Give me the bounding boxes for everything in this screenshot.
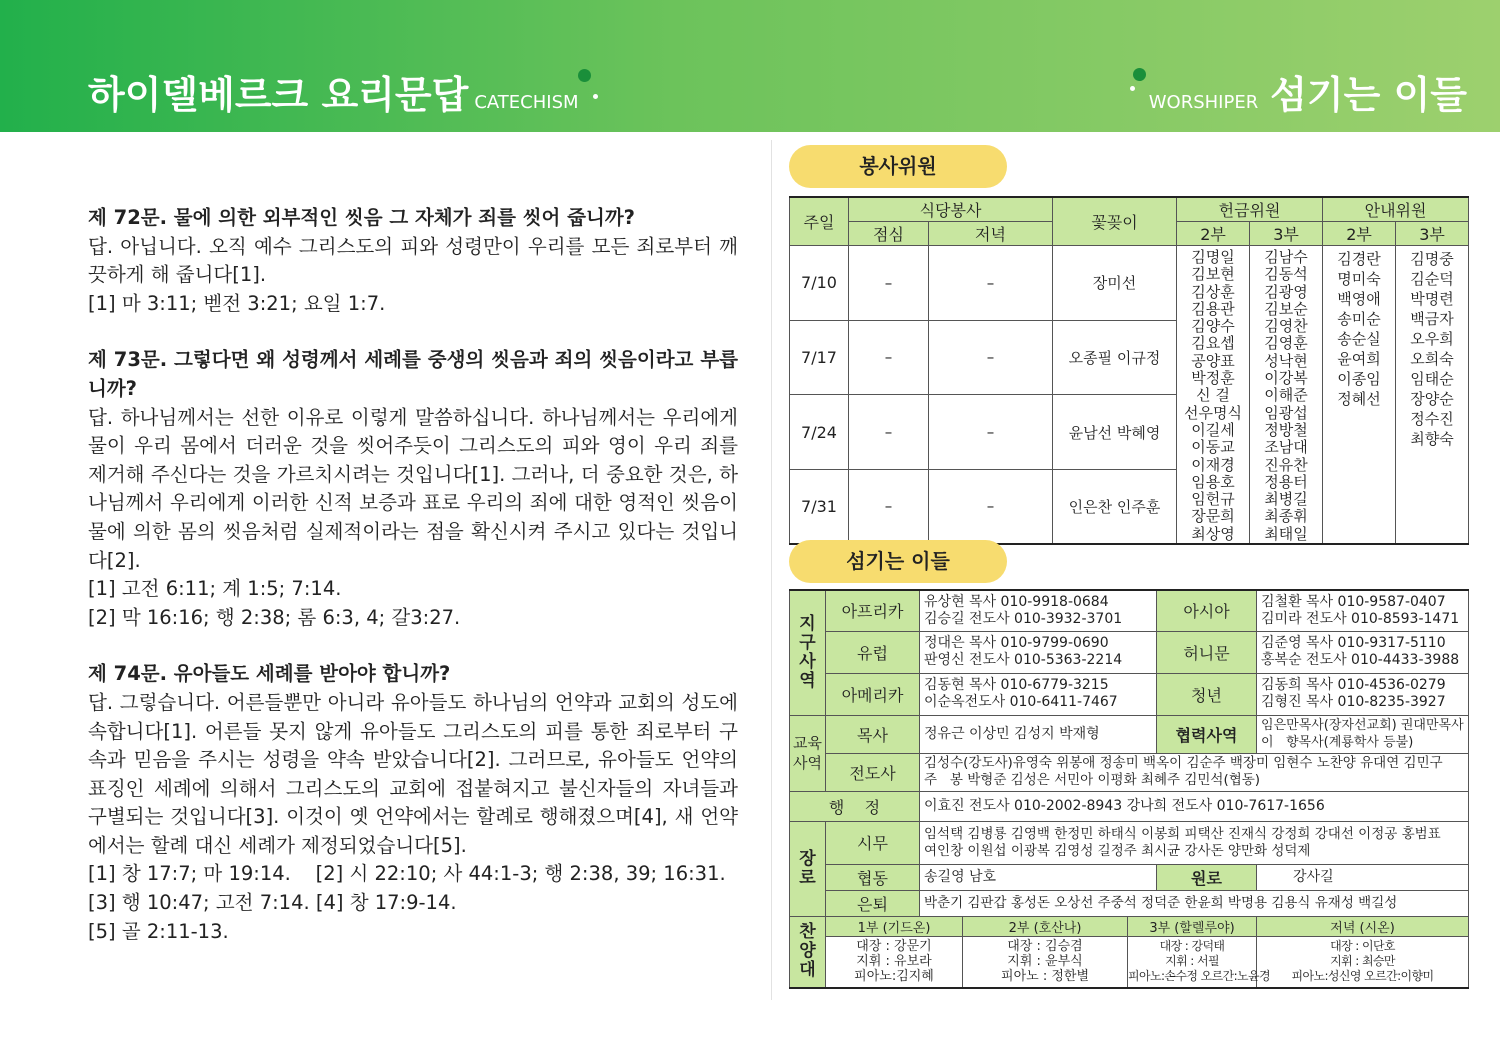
date-cell: 7/10 (790, 246, 849, 321)
header-banner (0, 0, 1500, 132)
evangelist-names: 김성수(강도사)유영숙 위봉애 정송미 백옥이 김순주 백장미 임현수 노찬양 유대연 김민구 주 봉 박형준 김성은 서민아 이평화 최혜주 김민석(협동) (920, 753, 1469, 791)
worshiper-title: 섬기는 이들 (1270, 73, 1467, 117)
reference-text: [3] 행 10:47; 고전 7:14. [4] 창 17:9-14. (88, 891, 457, 915)
header-meal: 식당봉사 (849, 197, 1053, 222)
worshiper-subtitle: WORSHIPER (1148, 92, 1259, 113)
admin-names: 이효진 전도사 010-2002-8943 강나희 전도사 010-7617-1656 (920, 791, 1469, 821)
decor-dot-icon (1130, 86, 1135, 91)
elder-emeritus-label: 원로 (1157, 864, 1257, 890)
choir-name: 저녁 (시온) (1257, 916, 1469, 936)
question-block (88, 346, 738, 632)
dinner-cell: – (929, 320, 1053, 395)
answer-text: 답. 하나님께서는 선한 이유로 이렇게 말씀하십니다. 하나님께서는 우리에게 물이 우리 몸에서 더러운 것을 씻어주듯이 그리스도의 피와 영이 우리 죄를 제거해 주신다는 것을 가르치시려는 것입니다[1]. 그러나, 더 중요한 것은, 하나님께서 우리에게 이러한 신적 보증과 표로 우리의 죄에 대한 영적인 씻음이 물에 의한 몸의 씻음처럼 실제적이라는 점을 확신시켜 주시고 있다는 것입니다[2]. (88, 405, 738, 572)
choir-members: 대장 : 강문기 지휘 : 유보라 피아노:김지혜 (826, 936, 963, 988)
edu-label: 교육사역 (790, 715, 826, 791)
region-name: 허니문 (1157, 631, 1257, 673)
header-dinner: 저녁 (929, 222, 1053, 246)
header-offering-2: 2부 (1177, 222, 1250, 246)
region-contacts: 김철환 목사 010-9587-0407 김미라 전도사 010-8593-1471 (1257, 590, 1469, 631)
catechism-title: 하이델베르크 요리문답 (88, 73, 469, 117)
dinner-cell: – (929, 246, 1053, 321)
header-usher: 안내위원 (1323, 197, 1469, 222)
usher-3-names: 김명중 김순덕 박명련 백금자 오우희 오희숙 임태순 장양순 정수진 최향숙 (1396, 246, 1469, 545)
decor-dot-icon (1133, 68, 1146, 81)
choir-members: 대장 : 강덕태 지휘 : 서필 피아노:손수정 오르간:노윤경 (1128, 936, 1257, 988)
header-sunday: 주일 (790, 197, 849, 246)
region-contacts: 김동현 목사 010-6779-3215 이순옥전도사 010-6411-7467 (920, 673, 1157, 715)
dinner-cell: – (929, 395, 1053, 470)
header-usher-2: 2부 (1323, 222, 1396, 246)
answer-text: 답. 그렇습니다. 어른들뿐만 아니라 유아들도 하나님의 언약과 교회의 성도에 속합니다[1]. 어른들 못지 않게 유아들도 그리스도의 피를 통한 죄로부터 구속과 믿음을 주시는 성령을 약속 받았습니다[2]. 그러므로, 유아들도 언약의 표징인 세례에 의해서 그리스도의 교회에 접붙혀지고 불신자들의 자녀들과 구별되는 것입니다[3]. 이것이 옛 언약에서는 할례로 행해졌으며[4], 새 언약에서는 할례 대신 세례가 제정되었습니다[5]. (88, 690, 738, 857)
flower-cell: 오종필 이규정 (1053, 320, 1177, 395)
decor-dot-icon (593, 94, 598, 99)
mission-label: 지구사역 (790, 590, 826, 715)
servants-table (789, 589, 1469, 989)
header-offering-3: 3부 (1250, 222, 1323, 246)
region-contacts: 정대은 목사 010-9799-0690 판영신 전도사 010-5363-2214 (920, 631, 1157, 673)
elder-retired-label: 은퇴 (826, 890, 920, 916)
coop-names: 임은만목사(장자선교회) 권대만목사 이 향목사(계룡학사 등불) (1257, 715, 1469, 753)
lunch-cell: – (849, 320, 929, 395)
header-usher-3: 3부 (1396, 222, 1469, 246)
reference-text: [1] 고전 6:11; 계 1:5; 7:14. (88, 577, 342, 601)
column-divider (771, 140, 772, 1000)
reference-text: [5] 골 2:11-13. (88, 919, 229, 943)
flower-cell: 장미선 (1053, 246, 1177, 321)
choir-name: 3부 (할렐루야) (1128, 916, 1257, 936)
choir-members: 대장 : 김승겸 지휘 : 윤부식 피아노 : 정한별 (963, 936, 1128, 988)
question-block (88, 660, 738, 946)
header-lunch: 점심 (849, 222, 929, 246)
region-name: 아프리카 (826, 590, 920, 631)
elder-label: 장로 (790, 821, 826, 916)
question-text: 제 74문. 유아들도 세례를 받아야 합니까? (88, 662, 451, 686)
elder-active-names: 임석택 김병룡 김영백 한정민 하태식 이봉희 피택산 진재식 강정희 강대선 이정공 홍범표 여인창 이원섭 이광복 김영성 길정주 최시균 강사돈 양만화 성덕제 (920, 821, 1469, 864)
elder-emeritus-names: 강사길 (1257, 864, 1469, 890)
region-name: 아시아 (1157, 590, 1257, 631)
elder-coop-label: 협동 (826, 864, 920, 890)
region-contacts: 유상현 목사 010-9918-0684 김승길 전도사 010-3932-3701 (920, 590, 1157, 631)
choir-members: 대장 : 이단호 지휘 : 최승만 피아노:성신영 오르간:이향미 (1257, 936, 1469, 988)
elder-retired-names: 박춘기 김판갑 홍성돈 오상선 주중석 정덕준 한윤희 박명용 김용식 유재성 백길성 (920, 890, 1469, 916)
flower-cell: 인은찬 인주훈 (1053, 469, 1177, 544)
region-name: 유럽 (826, 631, 920, 673)
usher-2-names: 김경란 명미숙 백영애 송미순 송순실 윤여희 이종임 정혜선 (1323, 246, 1396, 545)
catechism-heading (88, 64, 579, 119)
region-name: 아메리카 (826, 673, 920, 715)
reference-text: [1] 창 17:7; 마 19:14. [2] 시 22:10; 사 44:1-3; 행 2:38, 39; 16:31. (88, 862, 726, 886)
admin-label: 행 정 (790, 791, 920, 821)
answer-text: 답. 아닙니다. 오직 예수 그리스도의 피와 성령만이 우리를 모든 죄로부터 깨끗하게 해 줍니다[1]. (88, 234, 738, 287)
service-table (789, 196, 1469, 545)
servants-pill: 섬기는 이들 (789, 540, 1007, 583)
question-text: 제 73문. 그렇다면 왜 성령께서 세례를 중생의 씻음과 죄의 씻음이라고 부릅니까? (88, 348, 738, 400)
table-row (790, 246, 1469, 321)
header-offering: 헌금위원 (1177, 197, 1323, 222)
elder-coop-names: 송길영 남호 (920, 864, 1157, 890)
date-cell: 7/31 (790, 469, 849, 544)
choir-label: 찬양대 (790, 916, 826, 988)
pastor-label: 목사 (826, 715, 920, 753)
date-cell: 7/17 (790, 320, 849, 395)
region-contacts: 김준영 목사 010-9317-5110 홍복순 전도사 010-4433-3988 (1257, 631, 1469, 673)
flower-cell: 윤남선 박혜영 (1053, 395, 1177, 470)
service-pill: 봉사위원 (789, 145, 1007, 188)
lunch-cell: – (849, 395, 929, 470)
reference-text: [1] 마 3:11; 벧전 3:21; 요일 1:7. (88, 291, 386, 315)
lunch-cell: – (849, 469, 929, 544)
evangelist-label: 전도사 (826, 753, 920, 791)
lunch-cell: – (849, 246, 929, 321)
dinner-cell: – (929, 469, 1053, 544)
pastor-names: 정유근 이상민 김성지 박재형 (920, 715, 1157, 753)
question-text: 제 72문. 물에 의한 외부적인 씻음 그 자체가 죄를 씻어 줍니까? (88, 206, 635, 229)
header-flower: 꽃꽂이 (1053, 197, 1177, 246)
offering-3-names: 김남수 김동석 김광영 김보순 김영찬 김영훈 성낙현 이강복 이해준 임광섭 정방철 조남대 진유찬 정용터 최병길 최종휘 최태일 (1250, 246, 1323, 545)
offering-2-names: 김명일 김보현 김상훈 김용관 김양수 김요셉 공양표 박정훈 신 걸 선우명식 이길세 이동교 이재경 임용호 임헌규 장문희 최상영 (1177, 246, 1250, 545)
region-contacts: 김동희 목사 010-4536-0279 김형진 목사 010-8235-3927 (1257, 673, 1469, 715)
question-block (88, 204, 738, 318)
coop-label: 협력사역 (1157, 715, 1257, 753)
region-name: 청년 (1157, 673, 1257, 715)
date-cell: 7/24 (790, 395, 849, 470)
choir-name: 2부 (호산나) (963, 916, 1128, 936)
worshiper-heading (1149, 64, 1467, 119)
catechism-body (88, 204, 738, 946)
decor-dot-icon (578, 69, 591, 82)
reference-text: [2] 막 16:16; 행 2:38; 롬 6:3, 4; 갈3:27. (88, 605, 461, 629)
elder-active-label: 시무 (826, 821, 920, 864)
catechism-subtitle: CATECHISM (474, 92, 579, 113)
choir-name: 1부 (기드온) (826, 916, 963, 936)
